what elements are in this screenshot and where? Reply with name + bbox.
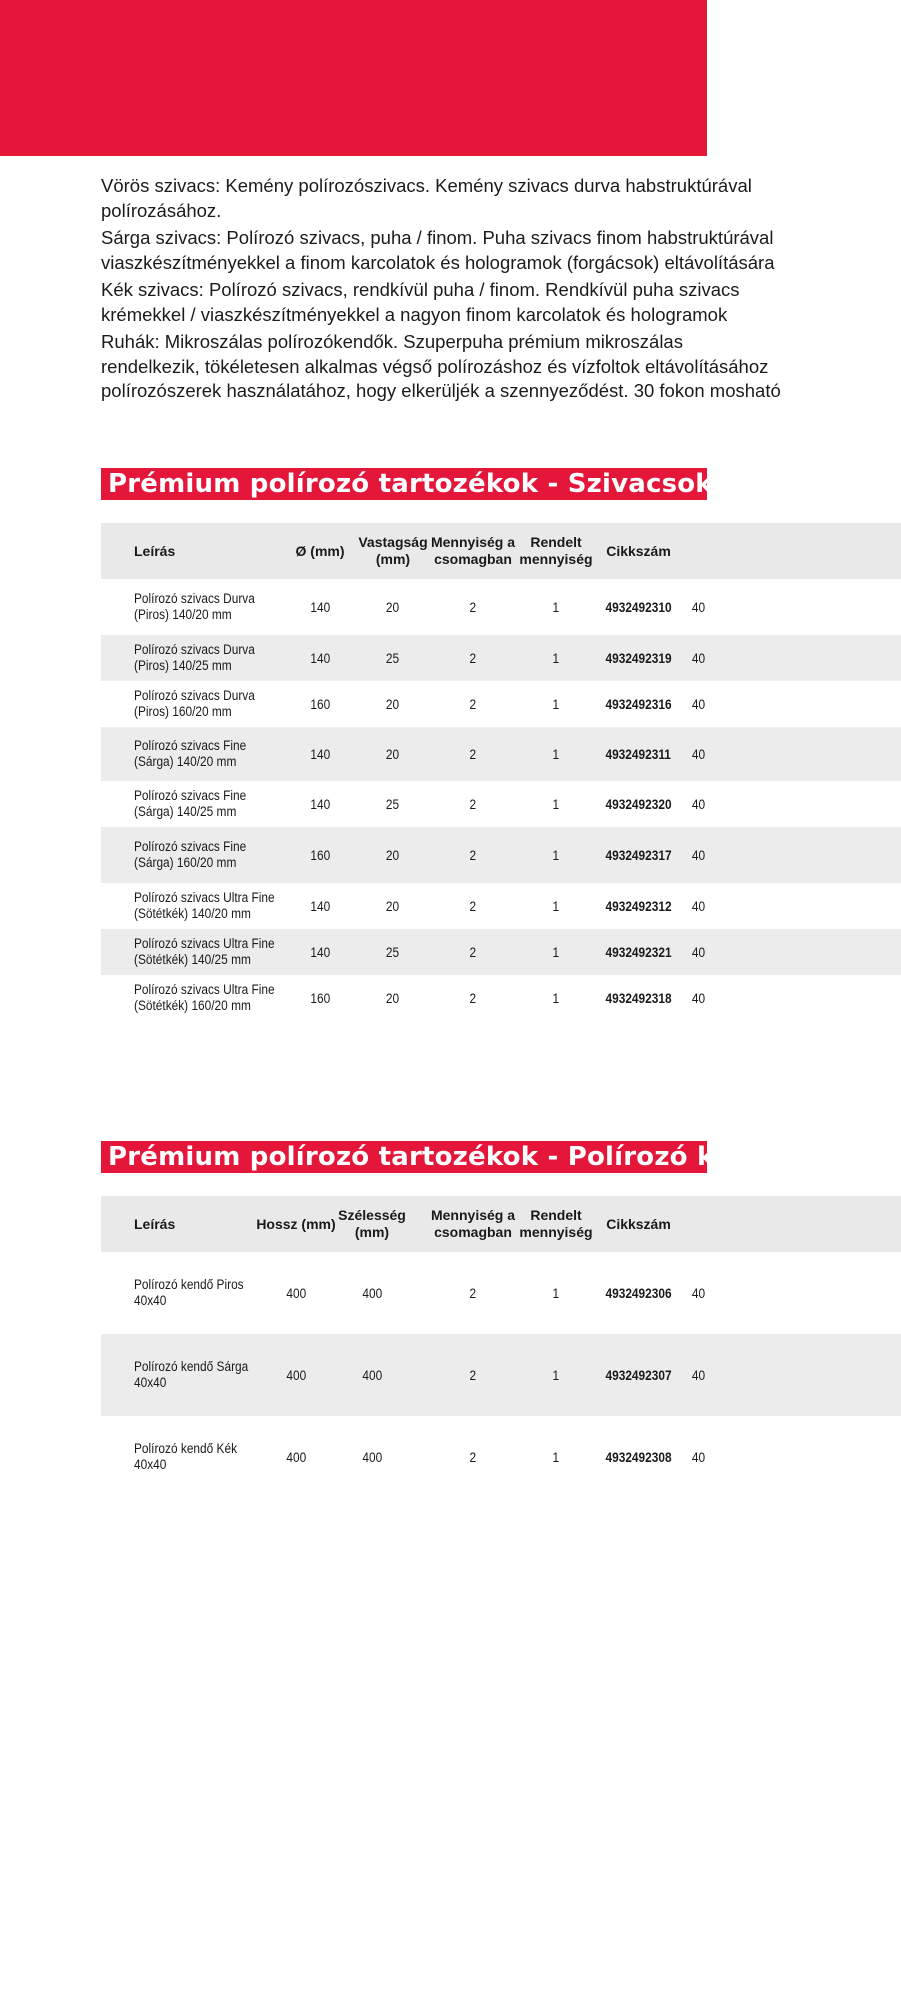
ean-value: 40: [691, 990, 706, 1006]
description-line: 40x40: [134, 1375, 167, 1390]
t-value: 25: [386, 944, 400, 960]
code-value: 4932492318: [605, 990, 672, 1006]
q-value: 2: [469, 944, 477, 960]
description-line: Polírozó szivacs Ultra Fine: [134, 935, 275, 951]
d-value: 140: [310, 746, 330, 762]
code-value: 4932492317: [605, 847, 672, 863]
ean-cell: [691, 929, 751, 975]
d-value: 160: [310, 990, 330, 1006]
dimension-2-cell: [337, 1334, 407, 1416]
intro-line: Kék szivacs: Polírozó szivacs, rendkívül puha / finom. Rendkívül puha szivacs: [101, 279, 740, 300]
q-value: 2: [469, 746, 477, 762]
q-value: 2: [469, 599, 477, 615]
description-line: (Sárga) 140/20 mm: [134, 754, 237, 769]
code-value: 4932492319: [605, 650, 672, 666]
description-line: 40x40: [134, 1293, 167, 1308]
table-header-row: [101, 1196, 901, 1252]
ean-value: 40: [691, 1367, 706, 1383]
q-value: 2: [469, 796, 477, 812]
code-value: 4932492321: [605, 944, 672, 960]
header-width: Szélesség (mm): [338, 1207, 406, 1240]
description-line: (Sötétkék) 140/20 mm: [134, 906, 251, 921]
o-value: 1: [552, 650, 560, 666]
t-value: 20: [386, 898, 400, 914]
table-row: [101, 635, 901, 681]
description-line: 40x40: [134, 1457, 167, 1472]
article-no-cell: [591, 1416, 686, 1498]
header-article-no: Cikkszám: [606, 1215, 671, 1232]
dimension-1-cell: [251, 1334, 341, 1416]
code-value: 4932492308: [605, 1449, 672, 1465]
article-no-cell: [591, 929, 686, 975]
header-article-no: Cikkszám: [606, 542, 671, 559]
section-title-text: Prémium polírozó tartozékok - Polírozó kendők: [108, 1142, 805, 1172]
table-row: [101, 781, 901, 827]
table-row: [101, 681, 901, 727]
code-value: 4932492316: [605, 696, 672, 712]
article-no-cell: [591, 883, 686, 929]
d-value: 140: [310, 599, 330, 615]
header-thickness: Vastagság (mm): [358, 534, 428, 567]
intro-text: [101, 174, 781, 404]
article-no-cell: [591, 635, 686, 681]
description-cell: [134, 883, 284, 929]
description-line: Polírozó szivacs Durva: [134, 590, 255, 606]
o-value: 1: [552, 1449, 560, 1465]
o-value: 1: [552, 599, 560, 615]
ean-value: 40: [691, 1285, 706, 1301]
description-line: (Piros) 140/20 mm: [134, 607, 232, 622]
description-line: Polírozó szivacs Fine: [134, 737, 247, 753]
t-value: 20: [386, 599, 400, 615]
t-value: 400: [362, 1449, 382, 1465]
description-cell: [134, 635, 284, 681]
o-value: 1: [552, 898, 560, 914]
description-line: Polírozó szivacs Fine: [134, 787, 247, 803]
article-no-cell: [591, 827, 686, 883]
d-value: 400: [286, 1367, 306, 1383]
dimension-2-cell: [337, 1416, 407, 1498]
header-description: Leírás: [134, 1215, 176, 1232]
intro-line: krémekkel / viaszkészítményekkel a nagyon finom karcolatok és hologramok: [101, 303, 728, 325]
o-value: 1: [552, 944, 560, 960]
description-cell: [134, 579, 284, 635]
dimension-1-cell: [251, 1252, 341, 1334]
intro-line: viaszkészítményekkel a finom karcolatok és hologramok (forgácsok) eltávolítására: [101, 251, 775, 273]
t-value: 400: [362, 1285, 382, 1301]
t-value: 25: [386, 650, 400, 666]
table-row: [101, 827, 901, 883]
ean-value: 40: [691, 898, 706, 914]
description-line: Polírozó szivacs Ultra Fine: [134, 889, 275, 905]
table-row: [101, 883, 901, 929]
description-line: Polírozó kendő Piros: [134, 1276, 244, 1292]
dimension-1-cell: [251, 1416, 341, 1498]
code-value: 4932492306: [605, 1285, 672, 1301]
header-pack-qty: Mennyiség a csomagban: [430, 534, 516, 567]
description-line: (Piros) 140/25 mm: [134, 658, 232, 673]
article-no-cell: [591, 579, 686, 635]
o-value: 1: [552, 990, 560, 1006]
cloths-table: [101, 1196, 707, 1498]
table-row: [101, 579, 901, 635]
ean-cell: [691, 781, 751, 827]
code-value: 4932492320: [605, 796, 672, 812]
description-line: (Sárga) 140/25 mm: [134, 804, 237, 819]
d-value: 160: [310, 696, 330, 712]
d-value: 400: [286, 1285, 306, 1301]
t-value: 20: [386, 746, 400, 762]
ean-cell: [691, 1252, 751, 1334]
ean-cell: [691, 635, 751, 681]
header-diameter: Ø (mm): [295, 542, 345, 559]
header-order-qty: Rendelt mennyiség: [519, 1207, 593, 1240]
ean-value: 40: [691, 796, 706, 812]
ean-value: 40: [691, 847, 706, 863]
section-title-sponges: [101, 468, 713, 500]
description-cell: [134, 827, 284, 883]
description-line: Polírozó szivacs Ultra Fine: [134, 981, 275, 997]
ean-value: 40: [691, 746, 706, 762]
ean-value: 40: [691, 650, 706, 666]
header-pack-qty: Mennyiség a csomagban: [430, 1207, 516, 1240]
description-cell: [134, 929, 284, 975]
table-row: [101, 1416, 901, 1498]
t-value: 25: [386, 796, 400, 812]
header-description: Leírás: [134, 542, 176, 559]
dimension-2-cell: [337, 1252, 407, 1334]
intro-line: Sárga szivacs: Polírozó szivacs, puha / finom. Puha szivacs finom habstruktúrával: [101, 227, 774, 248]
d-value: 140: [310, 650, 330, 666]
section-title-cloths: [101, 1141, 805, 1173]
code-value: 4932492307: [605, 1367, 672, 1383]
description-line: Polírozó szivacs Durva: [134, 641, 255, 657]
q-value: 2: [469, 898, 477, 914]
description-cell: [134, 975, 284, 1021]
ean-value: 40: [691, 944, 706, 960]
table-row: [101, 1334, 901, 1416]
article-no-cell: [591, 681, 686, 727]
description-line: Polírozó kendő Kék: [134, 1440, 238, 1456]
description-line: Polírozó szivacs Durva: [134, 687, 255, 703]
description-cell: [134, 781, 284, 827]
o-value: 1: [552, 796, 560, 812]
description-line: (Sárga) 160/20 mm: [134, 855, 237, 870]
code-value: 4932492310: [605, 599, 672, 615]
o-value: 1: [552, 1367, 560, 1383]
t-value: 20: [386, 847, 400, 863]
ean-value: 40: [691, 599, 706, 615]
q-value: 2: [469, 650, 477, 666]
o-value: 1: [552, 1285, 560, 1301]
ean-cell: [691, 827, 751, 883]
table-row: [101, 975, 901, 1021]
ean-cell: [691, 727, 751, 781]
o-value: 1: [552, 847, 560, 863]
table-header-row: [101, 523, 901, 579]
q-value: 2: [469, 696, 477, 712]
q-value: 2: [469, 1449, 477, 1465]
d-value: 140: [310, 944, 330, 960]
ean-cell: [691, 579, 751, 635]
o-value: 1: [552, 746, 560, 762]
table-row: [101, 1252, 901, 1334]
ean-cell: [691, 681, 751, 727]
d-value: 160: [310, 847, 330, 863]
description-line: (Sötétkék) 140/25 mm: [134, 952, 251, 967]
article-no-cell: [591, 781, 686, 827]
d-value: 140: [310, 898, 330, 914]
article-no-cell: [591, 1252, 686, 1334]
header-order-qty: Rendelt mennyiség: [519, 534, 593, 567]
ean-value: 40: [691, 696, 706, 712]
d-value: 140: [310, 796, 330, 812]
d-value: 400: [286, 1449, 306, 1465]
intro-line: rendelkezik, tökéletesen alkalmas végső polírozáshoz és vízfoltok eltávolításához: [101, 355, 769, 377]
article-no-cell: [591, 1334, 686, 1416]
intro-line: polírozásához.: [101, 199, 222, 221]
description-line: (Piros) 160/20 mm: [134, 704, 232, 719]
article-no-cell: [591, 975, 686, 1021]
ean-cell: [691, 1334, 751, 1416]
intro-line: polírozószerek használatához, hogy elkerüljék a szennyeződést. 30 fokon mosható: [101, 380, 781, 401]
header-length: Hossz (mm): [256, 1215, 336, 1232]
intro-line: Vörös szivacs: Kemény polírozószivacs. Kemény szivacs durva habstruktúrával: [101, 175, 752, 196]
description-line: Polírozó szivacs Fine: [134, 838, 247, 854]
code-value: 4932492312: [605, 898, 672, 914]
o-value: 1: [552, 696, 560, 712]
ean-cell: [691, 1416, 751, 1498]
t-value: 400: [362, 1367, 382, 1383]
q-value: 2: [469, 990, 477, 1006]
table-row: [101, 727, 901, 781]
q-value: 2: [469, 1285, 477, 1301]
section-title-text: Prémium polírozó tartozékok - Szivacsok: [108, 469, 713, 499]
ean-cell: [691, 975, 751, 1021]
intro-line: Ruhák: Mikroszálas polírozókendők. Szuperpuha prémium mikroszálas: [101, 331, 683, 352]
description-line: (Sötétkék) 160/20 mm: [134, 998, 251, 1013]
t-value: 20: [386, 990, 400, 1006]
ean-value: 40: [691, 1449, 706, 1465]
article-no-cell: [591, 727, 686, 781]
t-value: 20: [386, 696, 400, 712]
description-cell: [134, 681, 284, 727]
header-band: [0, 0, 707, 156]
q-value: 2: [469, 847, 477, 863]
code-value: 4932492311: [605, 746, 672, 762]
ean-cell: [691, 883, 751, 929]
sponges-table: [101, 523, 707, 1021]
q-value: 2: [469, 1367, 477, 1383]
table-row: [101, 929, 901, 975]
description-line: Polírozó kendő Sárga: [134, 1358, 249, 1374]
description-cell: [134, 727, 284, 781]
